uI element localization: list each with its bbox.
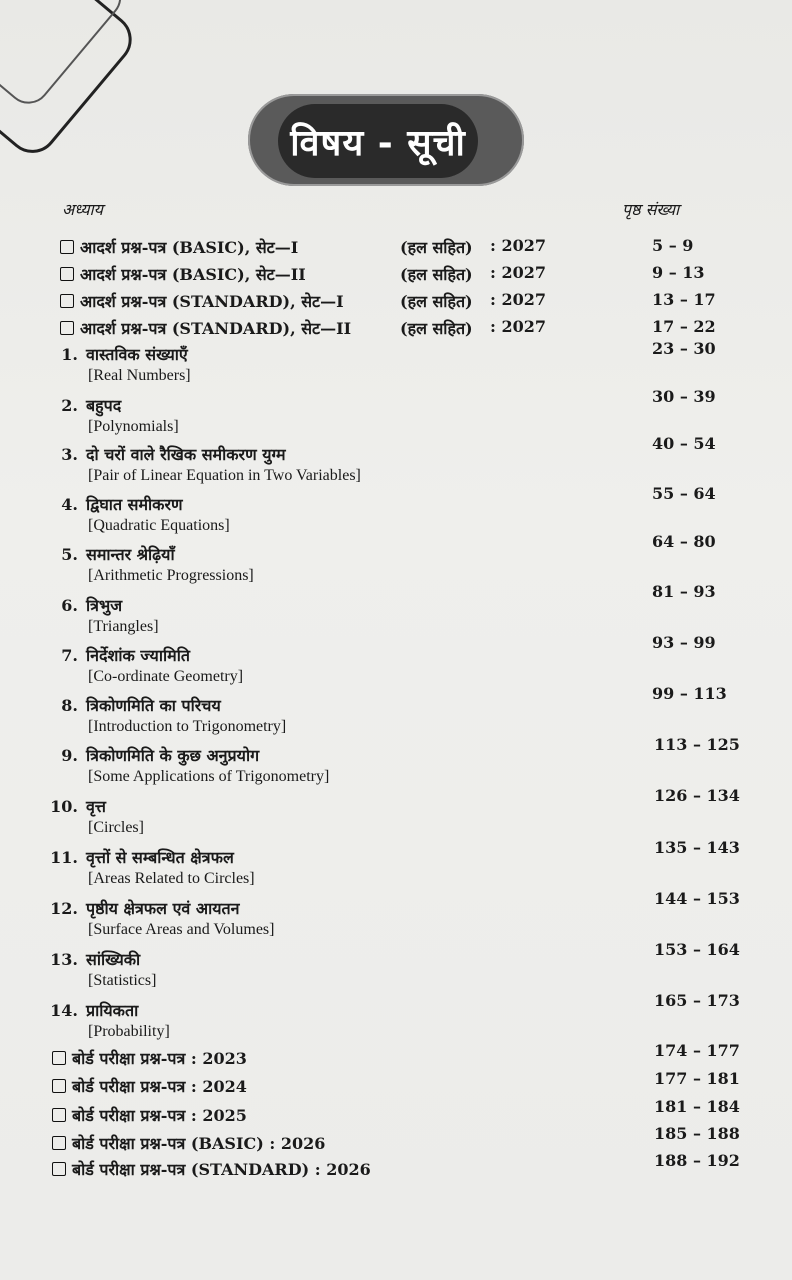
chapter-title xyxy=(44,594,122,616)
checkbox-icon xyxy=(52,1079,66,1093)
page-range: 64 – 80 xyxy=(652,532,716,551)
chapter-name-hindi: वृत्तों से सम्बन्धित क्षेत्रफल xyxy=(86,848,234,867)
paper-label: आदर्श प्रश्न-पत्र (BASIC), सेट—II xyxy=(80,265,306,284)
chapter-title xyxy=(44,795,106,817)
page-range: 99 – 113 xyxy=(652,684,727,703)
chapter-name-hindi: द्विघात समीकरण xyxy=(86,495,183,514)
chapter-name-hindi: त्रिकोणमिति का परिचय xyxy=(86,696,221,715)
chapter-number: 14. xyxy=(50,1001,78,1020)
chapter-number: 5. xyxy=(61,545,78,564)
paper-year: : 2027 xyxy=(490,236,547,255)
page-title: विषय - सूची xyxy=(290,122,466,164)
chapter-title xyxy=(44,493,183,515)
chapter-name-hindi: प्रायिकता xyxy=(86,1001,139,1020)
paper-row xyxy=(60,290,344,312)
chapter-number: 12. xyxy=(50,899,78,918)
chapter-name-hindi: वृत्त xyxy=(86,797,106,816)
board-paper-label: बोर्ड परीक्षा प्रश्न-पत्र : 2024 xyxy=(72,1077,247,1096)
chapter-title xyxy=(44,443,286,465)
page-range: 144 – 153 xyxy=(654,889,740,908)
chapter-number: 1. xyxy=(61,345,78,364)
chapter-column-header: अध्याय xyxy=(62,200,103,219)
paper-note: (हल सहित) xyxy=(400,319,473,338)
chapter-name-hindi: पृष्ठीय क्षेत्रफल एवं आयतन xyxy=(86,899,240,918)
page-range: 188 – 192 xyxy=(654,1151,740,1170)
paper-year: : 2027 xyxy=(490,317,547,336)
paper-note: (हल सहित) xyxy=(400,265,473,284)
board-paper-label: बोर्ड परीक्षा प्रश्न-पत्र (BASIC) : 2026 xyxy=(72,1134,326,1153)
page-range: 81 – 93 xyxy=(652,582,716,601)
chapter-title xyxy=(44,694,221,716)
checkbox-icon xyxy=(52,1108,66,1122)
board-paper-row xyxy=(52,1075,247,1097)
chapter-name-english: [Co-ordinate Geometry] xyxy=(88,668,244,685)
paper-note: (हल सहित) xyxy=(400,292,473,311)
paper-label: आदर्श प्रश्न-पत्र (STANDARD), सेट—I xyxy=(80,292,344,311)
chapter-title xyxy=(44,644,190,666)
chapter-name-english: [Pair of Linear Equation in Two Variables] xyxy=(88,467,361,484)
board-paper-row xyxy=(52,1158,371,1180)
chapter-number: 2. xyxy=(61,396,78,415)
page-range: 153 – 164 xyxy=(654,940,740,959)
chapter-name-english: [Introduction to Trigonometry] xyxy=(88,718,287,735)
chapter-name-hindi: समान्तर श्रेढ़ियाँ xyxy=(86,545,175,564)
board-paper-label: बोर्ड परीक्षा प्रश्न-पत्र (STANDARD) : 2026 xyxy=(72,1160,371,1179)
chapter-name-english: [Triangles] xyxy=(88,618,159,635)
board-paper-label: बोर्ड परीक्षा प्रश्न-पत्र : 2023 xyxy=(72,1049,247,1068)
page-range: 17 – 22 xyxy=(652,317,716,336)
page-range: 55 – 64 xyxy=(652,484,716,503)
board-paper-row xyxy=(52,1047,247,1069)
page-range: 165 – 173 xyxy=(654,991,740,1010)
chapter-name-english: [Quadratic Equations] xyxy=(88,517,230,534)
paper-year: : 2027 xyxy=(490,263,547,282)
chapter-name-hindi: सांख्यिकी xyxy=(86,950,141,969)
checkbox-icon xyxy=(60,294,74,308)
chapter-number: 6. xyxy=(61,596,78,615)
paper-row xyxy=(60,263,306,285)
paper-label: आदर्श प्रश्न-पत्र (STANDARD), सेट—II xyxy=(80,319,352,338)
chapter-title xyxy=(44,897,240,919)
board-paper-label: बोर्ड परीक्षा प्रश्न-पत्र : 2025 xyxy=(72,1106,247,1125)
chapter-name-english: [Probability] xyxy=(88,1023,170,1040)
paper-note: (हल सहित) xyxy=(400,238,473,257)
chapter-name-english: [Statistics] xyxy=(88,972,157,989)
page-column-header: पृष्ठ संख्या xyxy=(622,200,680,219)
chapter-name-hindi: निर्देशांक ज्यामिति xyxy=(86,646,190,665)
chapter-name-hindi: त्रिकोणमिति के कुछ अनुप्रयोग xyxy=(86,746,260,765)
checkbox-icon xyxy=(52,1162,66,1176)
chapter-title xyxy=(44,543,175,565)
chapter-name-hindi: वास्तविक संख्याएँ xyxy=(86,345,188,364)
page-range: 113 – 125 xyxy=(654,735,740,754)
page-range: 181 – 184 xyxy=(654,1097,740,1116)
chapter-number: 10. xyxy=(50,797,78,816)
chapter-title xyxy=(44,999,138,1021)
page-range: 40 – 54 xyxy=(652,434,716,453)
checkbox-icon xyxy=(60,267,74,281)
chapter-name-hindi: त्रिभुज xyxy=(86,596,123,615)
chapter-number: 3. xyxy=(61,445,78,464)
chapter-name-hindi: बहुपद xyxy=(86,396,122,415)
checkbox-icon xyxy=(60,240,74,254)
board-paper-row xyxy=(52,1104,247,1126)
paper-row xyxy=(60,317,351,339)
chapter-name-hindi: दो चरों वाले रैखिक समीकरण युग्म xyxy=(86,445,286,464)
chapter-number: 7. xyxy=(61,646,78,665)
page-range: 23 – 30 xyxy=(652,339,716,358)
chapter-name-english: [Arithmetic Progressions] xyxy=(88,567,254,584)
chapter-title xyxy=(44,343,188,365)
page-range: 185 – 188 xyxy=(654,1124,740,1143)
checkbox-icon xyxy=(60,321,74,335)
page-range: 5 – 9 xyxy=(652,236,694,255)
page-range: 93 – 99 xyxy=(652,633,716,652)
checkbox-icon xyxy=(52,1136,66,1150)
page-range: 30 – 39 xyxy=(652,387,716,406)
checkbox-icon xyxy=(52,1051,66,1065)
chapter-title xyxy=(44,846,234,868)
page-range: 177 – 181 xyxy=(654,1069,740,1088)
paper-row xyxy=(60,236,298,258)
chapter-title xyxy=(44,744,259,766)
paper-year: : 2027 xyxy=(490,290,547,309)
chapter-title xyxy=(44,948,140,970)
chapter-number: 9. xyxy=(61,746,78,765)
chapter-name-english: [Some Applications of Trigonometry] xyxy=(88,768,330,785)
page-range: 135 – 143 xyxy=(654,838,740,857)
page-range: 126 – 134 xyxy=(654,786,740,805)
chapter-name-english: [Real Numbers] xyxy=(88,367,191,384)
board-paper-row xyxy=(52,1132,325,1154)
chapter-number: 11. xyxy=(50,848,78,867)
chapter-name-english: [Areas Related to Circles] xyxy=(88,870,255,887)
page-range: 174 – 177 xyxy=(654,1041,740,1060)
chapter-number: 8. xyxy=(61,696,78,715)
chapter-name-english: [Polynomials] xyxy=(88,418,179,435)
chapter-name-english: [Surface Areas and Volumes] xyxy=(88,921,275,938)
page-range: 9 – 13 xyxy=(652,263,705,282)
chapter-name-english: [Circles] xyxy=(88,819,144,836)
page-range: 13 – 17 xyxy=(652,290,716,309)
chapter-number: 13. xyxy=(50,950,78,969)
chapter-number: 4. xyxy=(61,495,78,514)
chapter-title xyxy=(44,394,121,416)
title-banner xyxy=(278,104,478,178)
paper-label: आदर्श प्रश्न-पत्र (BASIC), सेट—I xyxy=(80,238,299,257)
